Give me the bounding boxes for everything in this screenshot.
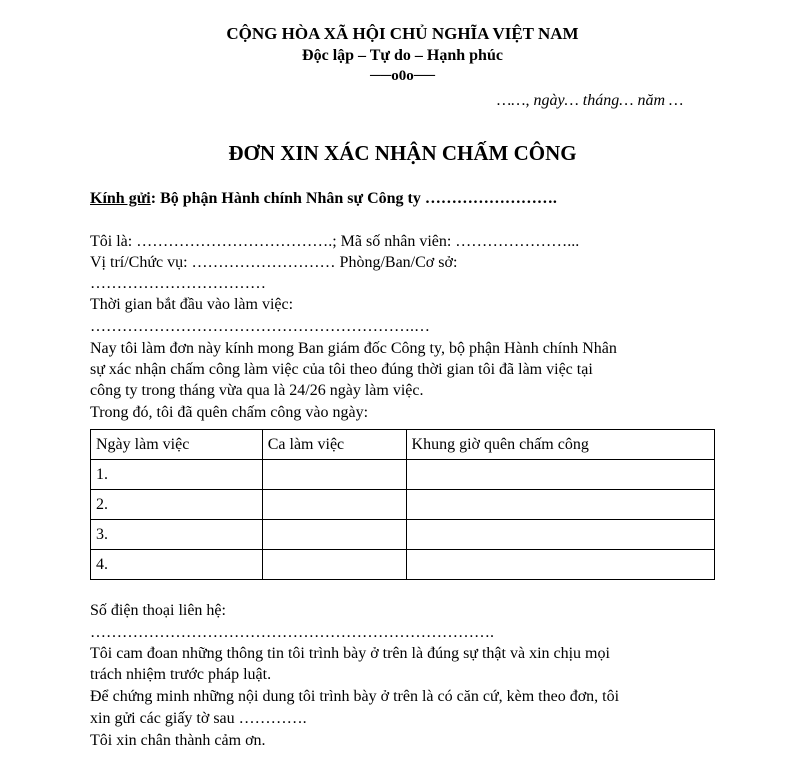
national-motto: Độc lập – Tự do – Hạnh phúc xyxy=(302,47,503,64)
table-cell: 4. xyxy=(91,550,263,580)
department-fill-line: …………………………… xyxy=(90,275,266,292)
request-paragraph-line-1: Nay tôi làm đơn này kính mong Ban giám đốc Công ty, bộ phận Hành chính Nhân xyxy=(90,340,617,357)
recipient-line xyxy=(90,190,557,208)
header-separator: ──o0o── xyxy=(369,68,435,84)
name-line: Tôi là: ……………………………….; Mã số nhân viên: …………………... xyxy=(90,233,580,250)
request-paragraph-line-2: sự xác nhận chấm công làm việc của tôi theo đúng thời gian tôi đã làm việc tại xyxy=(90,361,593,378)
table-header-row xyxy=(91,430,715,460)
phone-label: Số điện thoại liên hệ: xyxy=(90,602,226,619)
forgot-intro: Trong đó, tôi đã quên chấm công vào ngày: xyxy=(90,404,369,421)
start-date-label: Thời gian bắt đầu vào làm việc: xyxy=(90,296,294,313)
table-cell xyxy=(262,460,406,490)
document-title: ĐƠN XIN XÁC NHẬN CHẤM CÔNG xyxy=(228,141,577,165)
commitment-line-2: trách nhiệm trước pháp luật. xyxy=(90,666,272,683)
table-cell xyxy=(406,460,714,490)
table-row xyxy=(91,520,715,550)
table-header-cell: Ngày làm việc xyxy=(91,430,263,460)
table-cell xyxy=(406,550,714,580)
recipient-value: : Bộ phận Hành chính Nhân sự Công ty ……………………. xyxy=(150,190,557,207)
table-cell: 1. xyxy=(91,460,263,490)
date-line: ……, ngày… tháng… năm … xyxy=(497,92,684,109)
table-header-cell: Ca làm việc xyxy=(262,430,406,460)
table-cell: 2. xyxy=(91,490,263,520)
proof-line-2: xin gửi các giấy tờ sau …………. xyxy=(90,710,307,727)
country-name: CỘNG HÒA XÃ HỘI CHỦ NGHĨA VIỆT NAM xyxy=(226,24,579,43)
start-date-fill-line: …………………………………………………….… xyxy=(90,318,430,335)
table-cell xyxy=(406,520,714,550)
request-paragraph-line-3: công ty trong tháng vừa qua là 24/26 ngày làm việc. xyxy=(90,382,424,399)
table-cell xyxy=(406,490,714,520)
table-cell xyxy=(262,490,406,520)
position-line: Vị trí/Chức vụ: ……………………… Phòng/Ban/Cơ sở: xyxy=(90,254,458,271)
thanks-line: Tôi xin chân thành cảm ơn. xyxy=(90,732,266,749)
table-cell: 3. xyxy=(91,520,263,550)
table-cell xyxy=(262,520,406,550)
table-cell xyxy=(262,550,406,580)
table-row xyxy=(91,550,715,580)
forgot-checkin-table xyxy=(90,429,715,580)
phone-fill-line: …………………………………………………………………. xyxy=(90,624,494,641)
commitment-line-1: Tôi cam đoan những thông tin tôi trình bày ở trên là đúng sự thật và xin chịu mọi xyxy=(90,645,610,662)
table-row xyxy=(91,460,715,490)
table-header-cell: Khung giờ quên chấm công xyxy=(406,430,714,460)
proof-line-1: Để chứng minh những nội dung tôi trình bày ở trên là có căn cứ, kèm theo đơn, tôi xyxy=(90,688,620,705)
recipient-label: Kính gửi xyxy=(90,190,151,207)
table-row xyxy=(91,490,715,520)
